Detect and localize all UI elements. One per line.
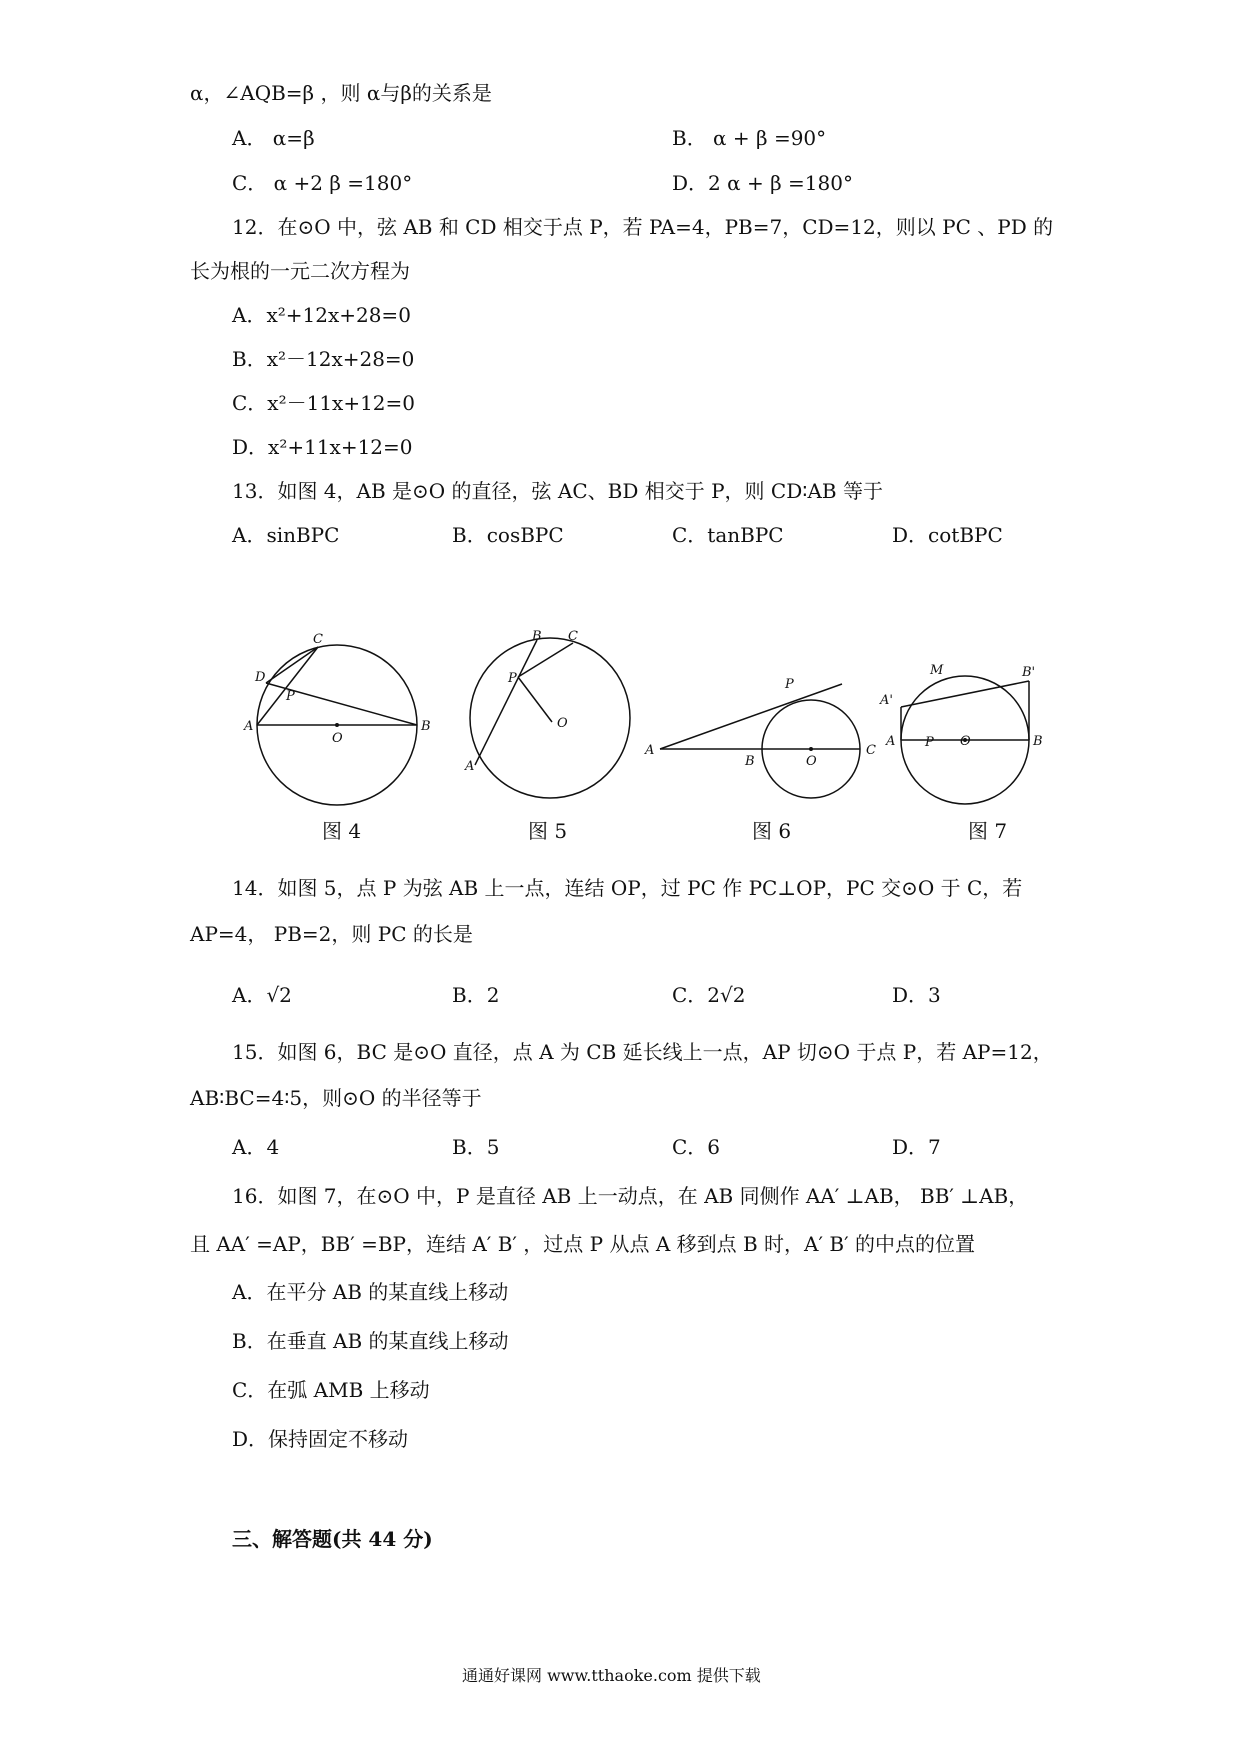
q16-stem-line2: 且 AA′ =AP，BB′ =BP，连结 A′ B′ ，过点 P 从点 A 移到点 B 时，A′ B′ 的中点的位置	[190, 1232, 975, 1256]
q12-option-c: C．x²－11x+12=0	[232, 391, 416, 415]
q15-option-c: C．6	[672, 1135, 721, 1159]
fig4-label-d: D	[255, 670, 266, 685]
q15-stem-line2: AB∶BC=4∶5，则⊙O 的半径等于	[190, 1086, 482, 1110]
fig7-label-a: A	[886, 734, 896, 749]
fig7-label-o: O	[960, 734, 971, 749]
fig4-label-a: A	[244, 719, 254, 734]
q13-stem: 13．如图 4，AB 是⊙O 的直径，弦 AC、BD 相交于 P，则 CD∶AB 等于	[232, 479, 883, 503]
fig4-chord-ac	[257, 647, 318, 725]
fig6-center-dot	[809, 747, 813, 751]
q11-option-a: A． α=β	[232, 126, 315, 150]
fig4-chord-dc	[266, 647, 318, 683]
fig4-center-dot	[335, 723, 339, 727]
q14-option-a: A．√2	[232, 983, 292, 1007]
q15-option-a: A．4	[232, 1135, 280, 1159]
fig5-label-o: O	[557, 716, 568, 731]
q11-option-c: C． α +2 β =180°	[232, 171, 413, 195]
q13-option-b: B．cosBPC	[452, 523, 564, 547]
fig4-caption: 图 4	[322, 819, 362, 843]
q16-option-c: C．在弧 AMB 上移动	[232, 1378, 430, 1402]
fig5-chord-ab	[475, 640, 537, 765]
fig5-segment-po	[518, 677, 552, 722]
q16-option-d: D．保持固定不移动	[232, 1427, 409, 1451]
q14-stem-line2: AP=4， PB=2，则 PC 的长是	[190, 922, 473, 946]
section-heading-answers: 三、解答题(共 44 分)	[232, 1527, 433, 1551]
fig7-label-p: P	[925, 735, 934, 750]
fig7-label-b: B	[1033, 734, 1043, 749]
fig7-caption: 图 7	[968, 819, 1008, 843]
q16-stem-line1: 16．如图 7，在⊙O 中，P 是直径 AB 上一动点，在 AB 同侧作 AA′ ⊥AB， BB′ ⊥AB，	[232, 1184, 1029, 1208]
fig5-label-p: P	[508, 671, 517, 686]
fig7-label-a-prime: A'	[880, 693, 893, 708]
q12-stem-line1: 12．在⊙O 中，弦 AB 和 CD 相交于点 P，若 PA=4，PB=7，CD=12，则以 PC 、PD 的	[232, 215, 1054, 239]
fig6-label-c: C	[866, 743, 876, 758]
footer-source: 通通好课网 www.tthaoke.com 提供下载	[462, 1666, 761, 1685]
fig5-label-c: C	[568, 629, 578, 644]
q14-option-d: D．3	[892, 983, 941, 1007]
q15-stem-line1: 15．如图 6，BC 是⊙O 直径，点 A 为 CB 延长线上一点，AP 切⊙O 于点 P，若 AP=12，	[232, 1040, 1053, 1064]
q16-option-a: A．在平分 AB 的某直线上移动	[232, 1280, 509, 1304]
q13-option-c: C．tanBPC	[672, 523, 784, 547]
fig4-label-b: B	[421, 719, 431, 734]
fig4-label-c: C	[313, 632, 323, 647]
fig7-label-b-prime: B'	[1022, 665, 1036, 680]
q11-stem-tail: α，∠AQB=β ，则 α与β的关系是	[190, 81, 492, 105]
q15-option-b: B．5	[452, 1135, 500, 1159]
fig5-label-b: B	[532, 629, 542, 644]
fig6-label-o: O	[806, 754, 817, 769]
fig6-caption: 图 6	[752, 819, 792, 843]
q13-option-a: A．sinBPC	[232, 523, 340, 547]
fig4-label-p: P	[286, 689, 295, 704]
q12-option-d: D．x²+11x+12=0	[232, 435, 413, 459]
q12-option-a: A．x²+12x+28=0	[232, 303, 411, 327]
fig6-label-a: A	[645, 743, 655, 758]
q14-option-c: C．2√2	[672, 983, 746, 1007]
q16-option-b: B．在垂直 AB 的某直线上移动	[232, 1329, 509, 1353]
fig5-circle	[470, 638, 630, 798]
fig6-tangent-ap	[660, 684, 842, 749]
fig7-label-m: M	[930, 663, 944, 678]
q15-option-d: D．7	[892, 1135, 941, 1159]
fig6-label-b: B	[745, 754, 755, 769]
fig4-label-o: O	[332, 731, 343, 746]
q14-option-b: B．2	[452, 983, 500, 1007]
q13-option-d: D．cotBPC	[892, 523, 1003, 547]
q12-stem-line2: 长为根的一元二次方程为	[190, 259, 410, 283]
q14-stem-line1: 14．如图 5，点 P 为弦 AB 上一点，连结 OP，过 PC 作 PC⊥OP，PC 交⊙O 于 C，若	[232, 876, 1023, 900]
q12-option-b: B．x²－12x+28=0	[232, 347, 415, 371]
fig5-label-a: A	[465, 759, 475, 774]
q11-option-b: B． α + β =90°	[672, 126, 827, 150]
fig6-label-p: P	[785, 677, 794, 692]
q11-option-d: D．2 α + β =180°	[672, 171, 853, 195]
figures-panel	[0, 0, 1240, 840]
fig5-caption: 图 5	[528, 819, 568, 843]
